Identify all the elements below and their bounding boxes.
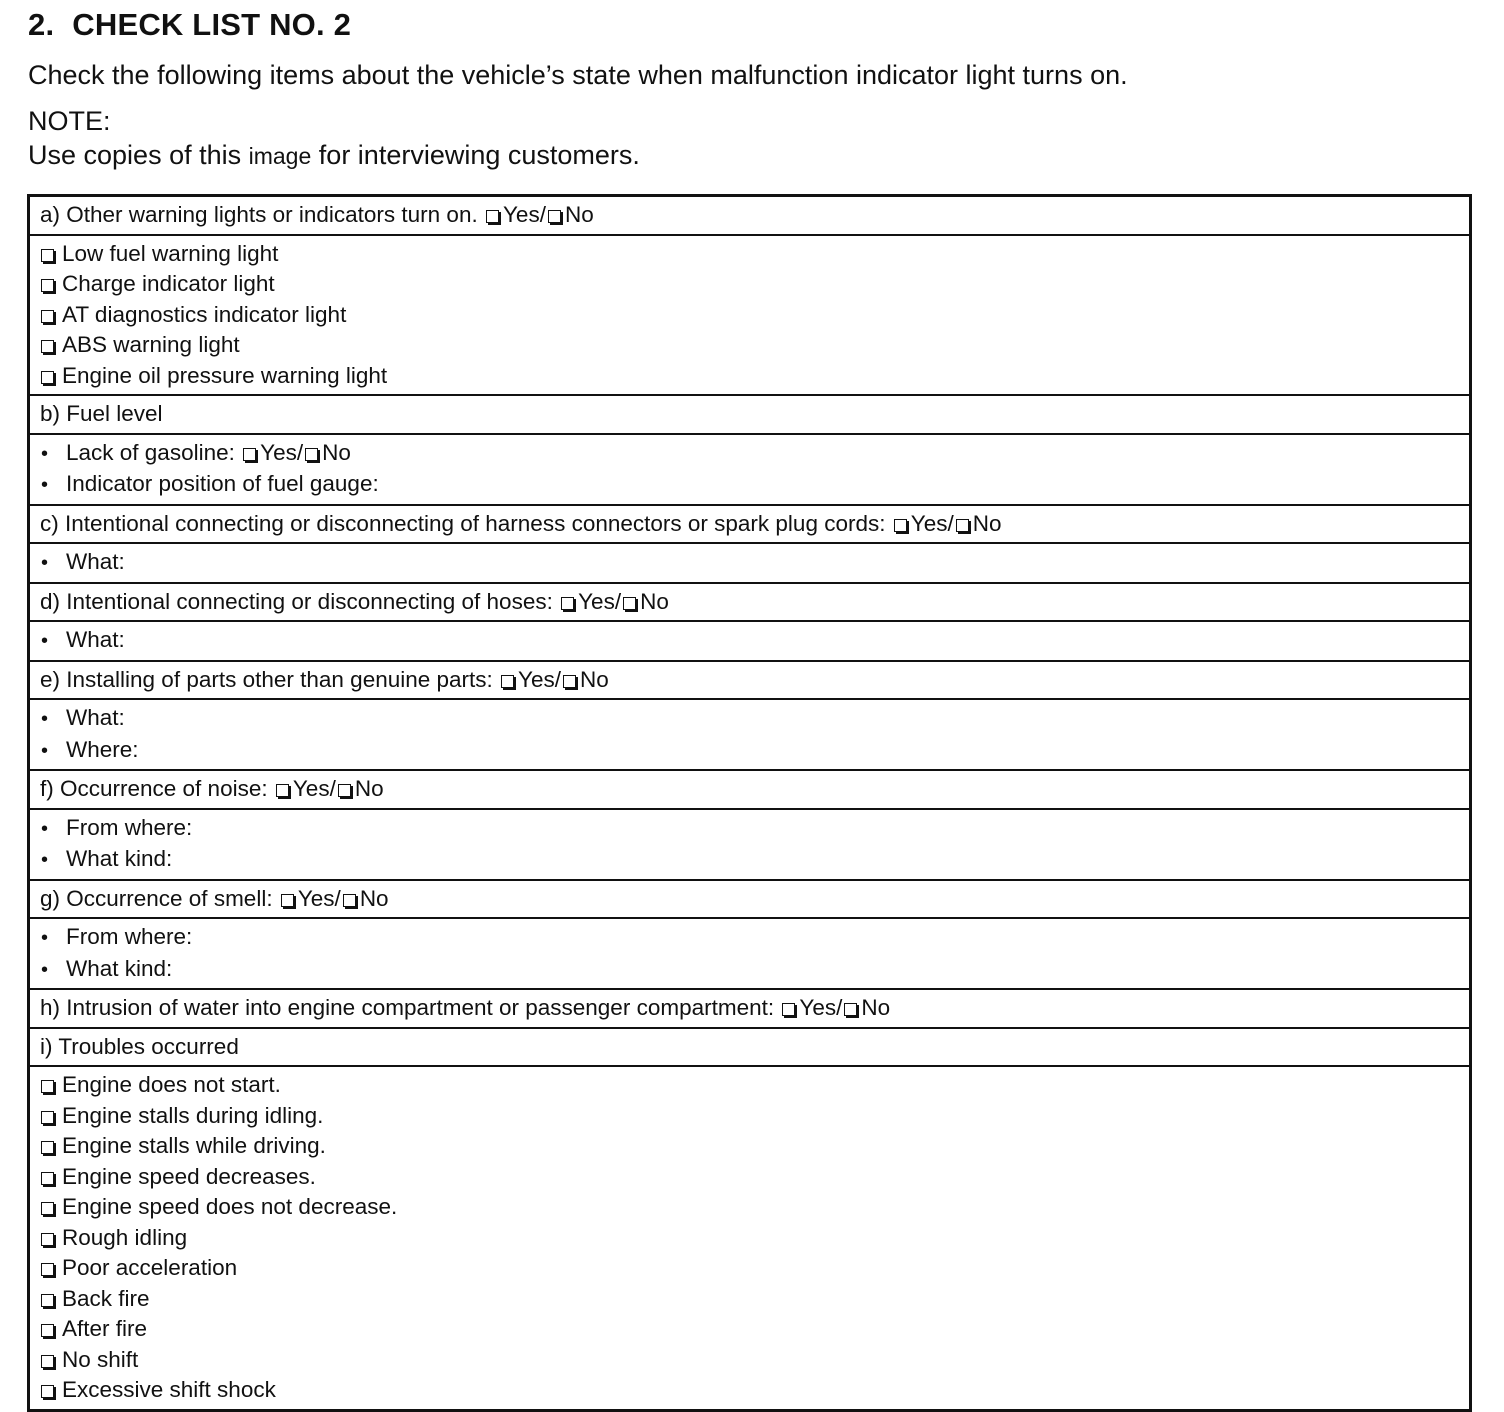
- item-i-option-checkbox[interactable]: [41, 1324, 54, 1337]
- note-text: [28, 138, 640, 173]
- item-c-what: [40, 547, 1459, 579]
- item-a-option-label: Charge indicator light: [62, 271, 275, 296]
- item-c-yes-label: Yes/: [910, 510, 954, 536]
- item-e-no-checkbox[interactable]: [563, 675, 576, 688]
- note-text-small: image: [248, 143, 312, 169]
- item-b-details-row: [30, 433, 1469, 504]
- item-f-from-where: [40, 813, 1459, 845]
- item-h-question-row: [30, 988, 1469, 1027]
- item-c-details-row: [30, 542, 1469, 582]
- item-i-option: [40, 1192, 1459, 1223]
- item-g-question-row: [30, 879, 1469, 918]
- item-d-details-row: [30, 620, 1469, 660]
- page-title: [28, 4, 351, 46]
- item-g-details-row: [30, 917, 1469, 988]
- item-a-option-label: Engine oil pressure warning light: [62, 362, 388, 388]
- item-a-option: [40, 361, 1459, 392]
- item-i-option-label: Back fire: [62, 1285, 150, 1311]
- item-a-option-label: ABS warning light: [62, 332, 240, 357]
- item-a-option-checkbox[interactable]: [41, 340, 54, 353]
- item-a-no-checkbox[interactable]: [548, 210, 561, 223]
- item-h-yes-checkbox[interactable]: [782, 1003, 795, 1016]
- item-f-details-row: [30, 808, 1469, 879]
- item-b-heading-row: [30, 394, 1469, 433]
- item-e-what: [40, 703, 1459, 735]
- item-i-option-checkbox[interactable]: [41, 1263, 54, 1276]
- bullet: •: [41, 442, 49, 465]
- item-f-no-label: No: [354, 776, 384, 801]
- bullet: •: [41, 849, 49, 871]
- item-a-option-checkbox[interactable]: [41, 310, 54, 323]
- item-i-option-label: After fire: [62, 1316, 148, 1341]
- intro-text: Check the following items about the vehicle’s state when malfunction indicator light turns on.: [28, 60, 1128, 90]
- item-i-option: [40, 1284, 1459, 1315]
- item-i-option: [40, 1162, 1459, 1193]
- section-title: CHECK LIST NO. 2: [72, 7, 352, 42]
- item-i-options-row: [30, 1065, 1469, 1409]
- item-g-question-text: g) Occurrence of smell:: [40, 885, 273, 911]
- item-d-what: [40, 625, 1459, 657]
- bullet: •: [41, 958, 49, 981]
- item-c-no-label: No: [972, 510, 1002, 536]
- item-a-question-row: [30, 197, 1469, 234]
- note-text-prefix: Use copies of this: [28, 140, 242, 170]
- item-b-gauge: [40, 469, 1459, 501]
- item-f-no-checkbox[interactable]: [338, 784, 351, 797]
- item-c-question: [40, 509, 1459, 540]
- checklist-table: [27, 194, 1472, 1412]
- item-b-gauge-label: Indicator position of fuel gauge:: [66, 471, 379, 496]
- item-h-yes-label: Yes/: [799, 995, 843, 1020]
- item-e-yes-label: Yes/: [518, 666, 562, 692]
- item-e-no-label: No: [580, 666, 609, 692]
- item-h-no-label: No: [861, 995, 891, 1020]
- bullet: •: [41, 708, 49, 730]
- section-number: 2.: [28, 7, 55, 42]
- item-i-option: [40, 1345, 1459, 1376]
- bullet: •: [41, 474, 49, 496]
- item-a-option-label: AT diagnostics indicator light: [62, 301, 347, 327]
- item-b-no-checkbox[interactable]: [305, 448, 318, 461]
- item-b-yes-checkbox[interactable]: [243, 448, 256, 461]
- item-d-question-row: [30, 582, 1469, 621]
- item-i-option-label: Engine stalls during idling.: [62, 1102, 324, 1128]
- note-text-suffix: for interviewing customers.: [318, 140, 640, 170]
- item-i-option-label: Engine speed decreases.: [62, 1163, 316, 1189]
- item-a-yes-label: Yes/: [502, 202, 546, 227]
- item-d-question: [40, 587, 1459, 618]
- item-e-what-label: What:: [66, 705, 125, 730]
- item-d-no-checkbox[interactable]: [623, 597, 636, 610]
- item-e-details-row: [30, 698, 1469, 769]
- item-a-question-text: a) Other warning lights or indicators turn on.: [40, 202, 478, 227]
- item-i-option: [40, 1375, 1459, 1406]
- item-f-yes-label: Yes/: [292, 776, 336, 801]
- item-g-no-label: No: [359, 885, 389, 911]
- item-f-question: [40, 774, 1459, 805]
- bullet: •: [41, 927, 49, 949]
- item-g-yes-label: Yes/: [297, 885, 341, 911]
- item-i-option-checkbox[interactable]: [41, 1141, 54, 1154]
- item-a-question: [40, 200, 1459, 231]
- item-d-yes-label: Yes/: [578, 588, 622, 614]
- item-f-from-where-label: From where:: [66, 814, 193, 840]
- item-f-question-text: f) Occurrence of noise:: [40, 776, 268, 801]
- item-g-what-kind-label: What kind:: [66, 955, 173, 981]
- item-a-option-checkbox[interactable]: [41, 249, 54, 262]
- item-g-no-checkbox[interactable]: [343, 894, 356, 907]
- item-a-options-row: [30, 234, 1469, 395]
- bullet: •: [41, 630, 49, 652]
- item-a-yes-checkbox[interactable]: [486, 210, 499, 223]
- bullet: •: [41, 817, 49, 840]
- item-g-from-where-label: From where:: [66, 924, 193, 949]
- item-a-option: [40, 300, 1459, 331]
- item-d-question-text: d) Intentional connecting or disconnecting of hoses:: [40, 588, 553, 614]
- item-e-question: [40, 665, 1459, 696]
- item-b-gasoline-label: Lack of gasoline:: [66, 439, 235, 465]
- bullet: •: [41, 739, 49, 762]
- item-f-what-kind-label: What kind:: [66, 846, 173, 871]
- item-e-where-label: Where:: [66, 736, 139, 762]
- item-i-option-checkbox[interactable]: [41, 1080, 54, 1093]
- item-a-option-checkbox[interactable]: [41, 371, 54, 384]
- item-c-no-checkbox[interactable]: [956, 519, 969, 532]
- item-i-heading-row: [30, 1027, 1469, 1066]
- item-i-option-checkbox[interactable]: [41, 1233, 54, 1246]
- item-a-option: [40, 239, 1459, 270]
- item-g-yes-checkbox[interactable]: [281, 894, 294, 907]
- item-i-option-checkbox[interactable]: [41, 1111, 54, 1124]
- item-c-question-row: [30, 504, 1469, 543]
- item-a-option: [40, 269, 1459, 300]
- item-i-option: [40, 1314, 1459, 1345]
- item-c-yes-checkbox[interactable]: [894, 519, 907, 532]
- item-a-option: [40, 330, 1459, 361]
- item-b-yes-label: Yes/: [260, 439, 304, 465]
- item-f-what-kind: [40, 844, 1459, 876]
- item-g-what-kind: [40, 954, 1459, 986]
- item-h-question: [40, 993, 1459, 1024]
- item-e-question-row: [30, 660, 1469, 699]
- item-i-option: [40, 1223, 1459, 1254]
- item-b-gasoline: [40, 438, 1459, 470]
- item-i-option-label: No shift: [62, 1346, 139, 1372]
- item-a-no-label: No: [564, 202, 594, 227]
- item-i-option-label: Poor acceleration: [62, 1255, 238, 1280]
- item-i-option: [40, 1131, 1459, 1162]
- item-d-what-label: What:: [66, 627, 125, 652]
- note: [28, 104, 640, 173]
- item-i-option-checkbox[interactable]: [41, 1294, 54, 1307]
- item-b-heading: b) Fuel level: [40, 401, 163, 426]
- item-c-what-label: What:: [66, 549, 125, 574]
- item-i-option: [40, 1253, 1459, 1284]
- item-a-option-label: Low fuel warning light: [62, 240, 279, 266]
- item-h-question-text: h) Intrusion of water into engine compartment or passenger compartment:: [40, 995, 775, 1020]
- item-a-option-checkbox[interactable]: [41, 279, 54, 292]
- item-f-yes-checkbox[interactable]: [276, 784, 289, 797]
- item-b-no-label: No: [322, 439, 351, 465]
- item-i-option-checkbox[interactable]: [41, 1385, 54, 1398]
- item-i-heading: i) Troubles occurred: [40, 1033, 239, 1059]
- item-i-option-label: Rough idling: [62, 1224, 188, 1250]
- note-label: NOTE:: [28, 106, 111, 136]
- item-g-from-where: [40, 922, 1459, 954]
- item-i-option-label: Engine does not start.: [62, 1072, 281, 1097]
- item-e-yes-checkbox[interactable]: [501, 675, 514, 688]
- item-e-question-text: e) Installing of parts other than genuine parts:: [40, 666, 493, 692]
- item-d-no-label: No: [640, 588, 669, 614]
- item-h-no-checkbox[interactable]: [844, 1003, 857, 1016]
- item-g-question: [40, 884, 1459, 915]
- item-e-where: [40, 735, 1459, 767]
- item-i-option-checkbox[interactable]: [41, 1172, 54, 1185]
- item-i-option: [40, 1070, 1459, 1101]
- item-i-option: [40, 1101, 1459, 1132]
- item-d-yes-checkbox[interactable]: [561, 597, 574, 610]
- item-i-option-label: Engine speed does not decrease.: [62, 1194, 398, 1219]
- item-i-option-checkbox[interactable]: [41, 1355, 54, 1368]
- item-i-option-checkbox[interactable]: [41, 1202, 54, 1215]
- item-f-question-row: [30, 769, 1469, 808]
- item-i-option-label: Excessive shift shock: [62, 1377, 276, 1402]
- bullet: •: [41, 552, 49, 574]
- item-i-option-label: Engine stalls while driving.: [62, 1133, 326, 1158]
- item-c-question-text: c) Intentional connecting or disconnecting of harness connectors or spark plug cords:: [40, 510, 886, 536]
